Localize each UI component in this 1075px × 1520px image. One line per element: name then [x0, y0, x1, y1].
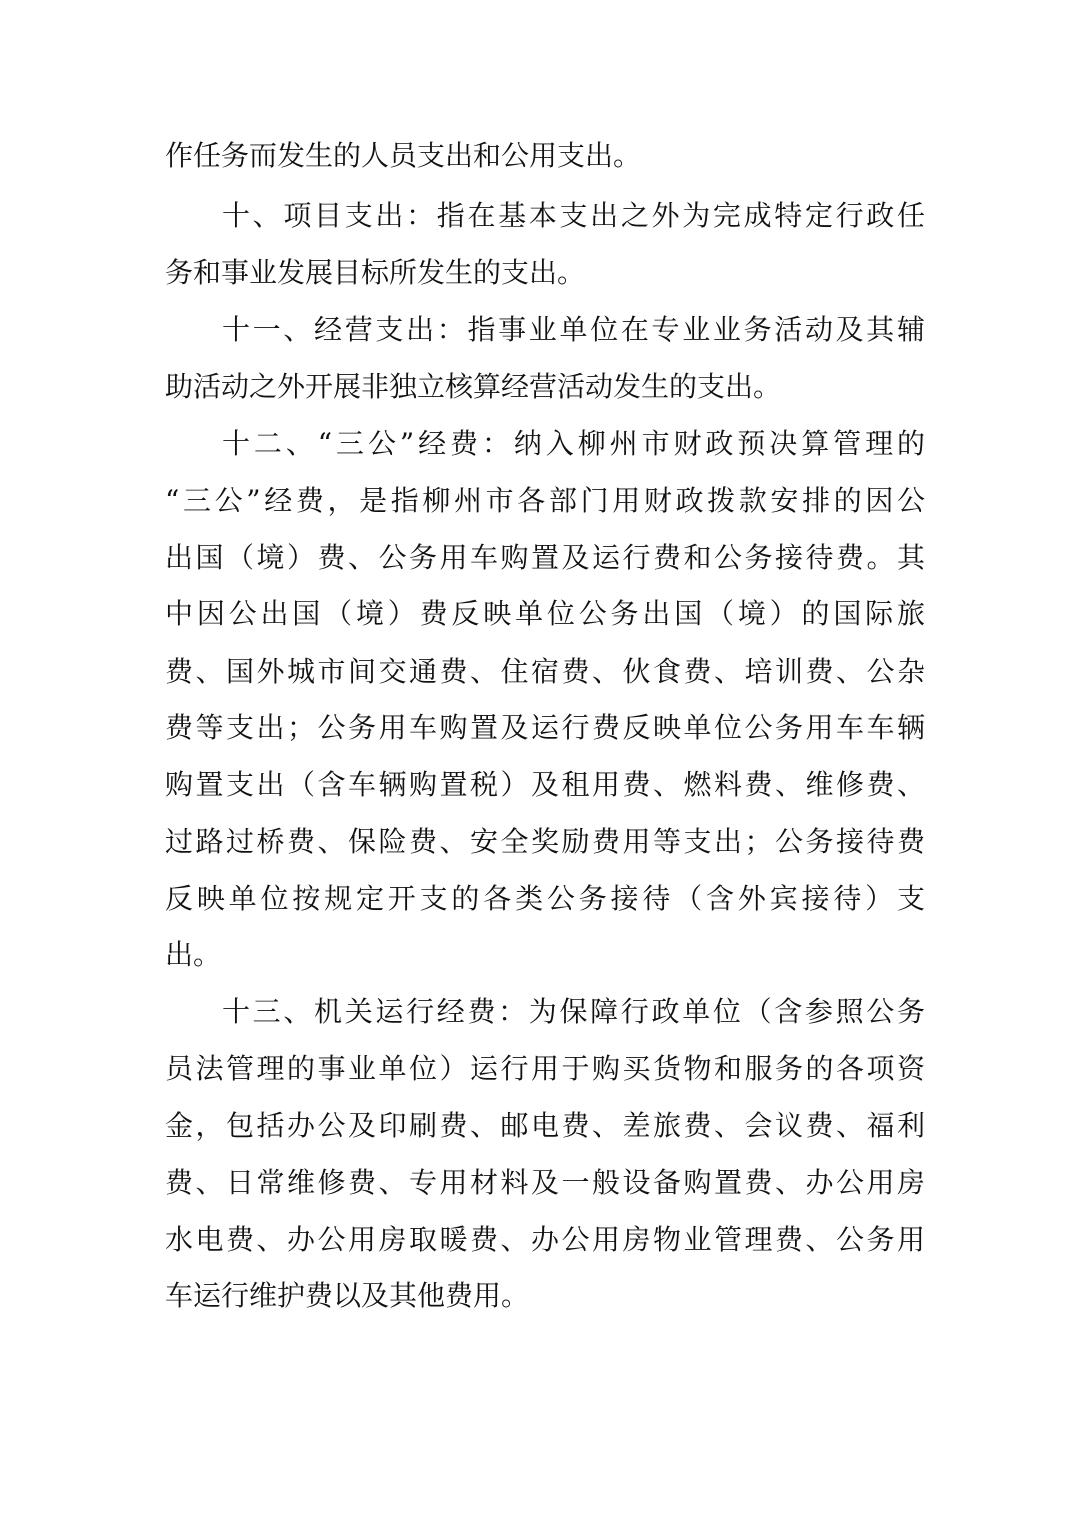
text-line: “三公”经费，是指柳州市各部门用财政拨款安排的因公: [165, 484, 925, 517]
text-line: 购置支出（含车辆购置税）及租用费、燃料费、维修费、: [165, 768, 925, 801]
text-line: 费、国外城市间交通费、住宿费、伙食费、培训费、公杂: [165, 655, 925, 688]
item-10-heading-line: 十、项目支出：指在基本支出之外为完成特定行政任: [222, 199, 925, 232]
text-line: 助活动之外开展非独立核算经营活动发生的支出。: [165, 370, 782, 403]
text-line: 水电费、办公用房取暖费、办公用房物业管理费、公务用: [165, 1223, 925, 1256]
text-line: 车运行维护费以及其他费用。: [165, 1279, 530, 1312]
text-line: 作任务而发生的人员支出和公用支出。: [165, 139, 642, 172]
item-11-heading-line: 十一、经营支出：指事业单位在专业业务活动及其辅: [222, 313, 925, 346]
text-line: 员法管理的事业单位）运行用于购买货物和服务的各项资: [165, 1052, 925, 1085]
text-line: 费等支出；公务用车购置及运行费反映单位公务用车车辆: [165, 711, 925, 744]
text-line: 出。: [165, 938, 222, 971]
text-line: 反映单位按规定开支的各类公务接待（含外宾接待）支: [165, 882, 925, 915]
text-line: 出国（境）费、公务用车购置及运行费和公务接待费。其: [165, 541, 925, 574]
text-line: 过路过桥费、保险费、安全奖励费用等支出；公务接待费: [165, 825, 925, 858]
item-12-heading-line: 十二、“三公”经费：纳入柳州市财政预决算管理的: [222, 427, 925, 460]
text-line: 务和事业发展目标所发生的支出。: [165, 256, 586, 289]
text-line: 金，包括办公及印刷费、邮电费、差旅费、会议费、福利: [165, 1109, 925, 1142]
text-line: 中因公出国（境）费反映单位公务出国（境）的国际旅: [165, 597, 925, 630]
text-line: 费、日常维修费、专用材料及一般设备购置费、办公用房: [165, 1166, 925, 1199]
item-13-heading-line: 十三、机关运行经费：为保障行政单位（含参照公务: [222, 995, 925, 1028]
